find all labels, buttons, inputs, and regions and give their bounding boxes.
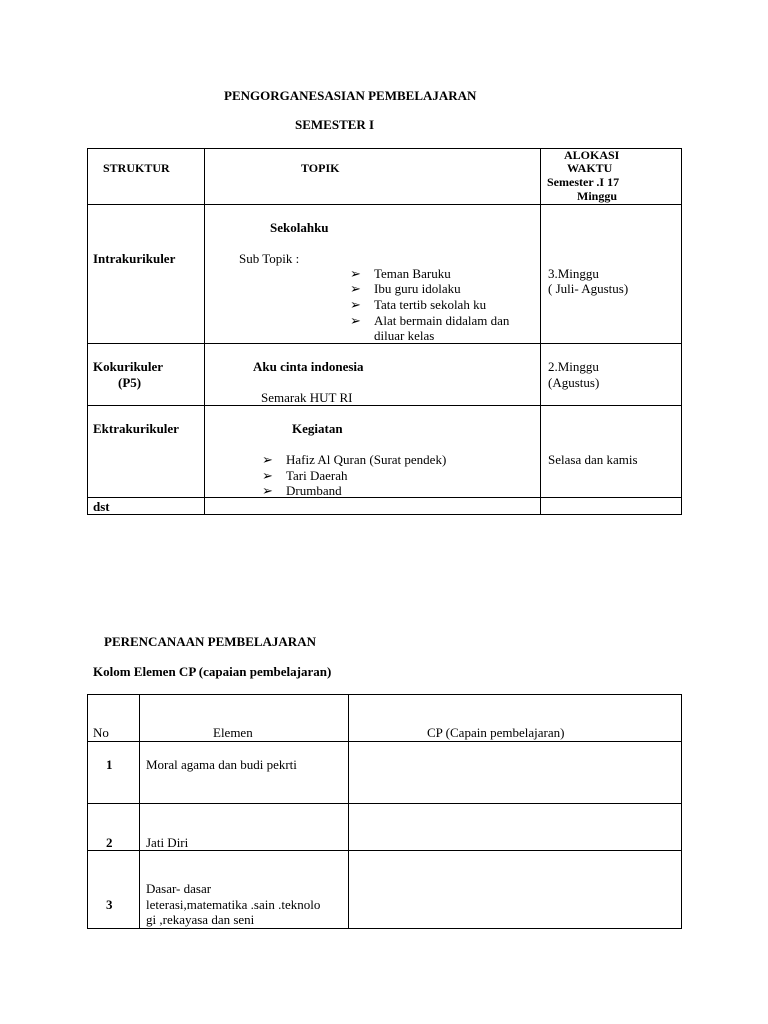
list-item: ➢ Alat bermain didalam dan (350, 313, 510, 328)
elemen-jati-diri: Jati Diri (146, 835, 189, 850)
struktur-intrakurikuler: Intrakurikuler (93, 251, 176, 266)
elemen-dasar-line3: gi ,rekayasa dan seni (146, 912, 255, 927)
struktur-ektrakurikuler: Ektrakurikuler (93, 421, 179, 436)
struktur-dst: dst (93, 499, 110, 514)
arrow-bullet-icon: ➢ (262, 483, 273, 498)
topic-title-kegiatan: Kegiatan (292, 421, 343, 436)
arrow-bullet-icon: ➢ (262, 452, 273, 467)
arrow-bullet-icon: ➢ (262, 468, 273, 483)
list-item: ➢ Ibu guru idolaku (350, 281, 461, 296)
arrow-bullet-icon: ➢ (350, 297, 361, 312)
header-topik: TOPIK (301, 161, 340, 175)
elemen-moral-agama: Moral agama dan budi pekrti (146, 757, 297, 772)
topic-title-aku-cinta: Aku cinta indonesia (253, 359, 364, 374)
subtopic-semarak: Semarak HUT RI (261, 390, 353, 405)
struktur-p5: (P5) (118, 375, 142, 390)
row-no-1: 1 (106, 757, 113, 772)
list-item: ➢ Tata tertib sekolah ku (350, 297, 487, 312)
elemen-dasar-line1: Dasar- dasar (146, 881, 212, 896)
header-waktu: WAKTU (567, 161, 613, 175)
arrow-bullet-icon: ➢ (350, 281, 361, 296)
header-no: No (93, 725, 109, 740)
waktu-row1-line2: ( Juli- Agustus) (548, 281, 629, 296)
section-subtitle-kolom: Kolom Elemen CP (capaian pembelajaran) (93, 664, 332, 679)
header-cp: CP (Capain pembelajaran) (427, 725, 565, 740)
semester-heading: SEMESTER I (295, 117, 375, 132)
header-minggu: Minggu (577, 189, 618, 203)
row-no-3: 3 (106, 897, 113, 912)
header-struktur: STRUKTUR (103, 161, 170, 175)
subtopic-label: Sub Topik : (239, 251, 300, 266)
row-no-2: 2 (106, 835, 113, 850)
list-item-continuation: diluar kelas (374, 328, 435, 343)
header-semester: Semester .I 17 (547, 175, 620, 189)
header-alokasi: ALOKASI (564, 148, 620, 162)
topic-title-sekolahku: Sekolahku (270, 220, 329, 235)
elemen-dasar-line2: leterasi,matematika .sain .teknolo (146, 897, 321, 912)
header-elemen: Elemen (213, 725, 253, 740)
document-title: PENGORGANESASIAN PEMBELAJARAN (224, 88, 477, 103)
list-item: ➢ Drumband (262, 483, 342, 498)
waktu-row3: Selasa dan kamis (548, 452, 638, 467)
waktu-row1-line1: 3.Minggu (548, 266, 599, 281)
list-item: ➢ Hafiz Al Quran (Surat pendek) (262, 452, 447, 467)
arrow-bullet-icon: ➢ (350, 313, 361, 328)
list-item: ➢ Tari Daerah (262, 468, 348, 483)
struktur-kokurikuler: Kokurikuler (93, 359, 164, 374)
list-item: ➢ Teman Baruku (350, 266, 451, 281)
waktu-row2-line2: (Agustus) (548, 375, 600, 390)
section-title-perencanaan: PERENCANAAN PEMBELAJARAN (104, 634, 316, 649)
arrow-bullet-icon: ➢ (350, 266, 361, 281)
waktu-row2-line1: 2.Minggu (548, 359, 599, 374)
